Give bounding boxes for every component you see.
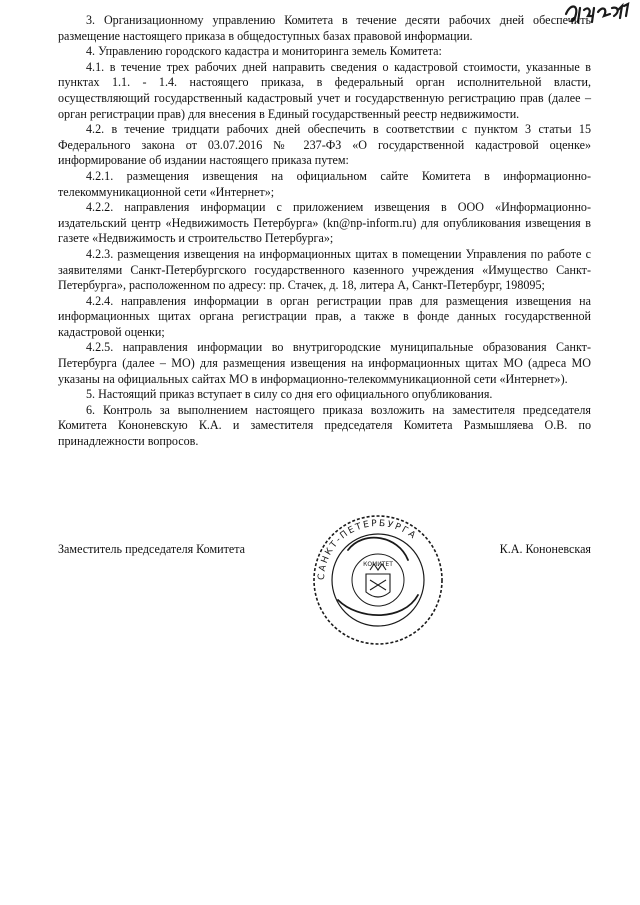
paragraph-4-2-2: 4.2.2. направления информации с приложением извещения в ООО «Информационно-издательский центр «Недвижимость Петербурга» (kn@np-inform.ru) для опубликования извещения в газете «Недвижимость и строительство Петербурга»; (58, 200, 591, 246)
paragraph-3: 3. Организационному управлению Комитета в течение десяти рабочих дней обеспечить размещение настоящего приказа в общедоступных базах правовой информации. (58, 13, 591, 43)
paragraph-4-2-5: 4.2.5. направления информации во внутригородские муниципальные образования Санкт-Петербурга (далее – МО) для размещения извещения на информационных щитах МО (адреса МО указаны на официальных сайтах МО в информационно-телекоммуникационной сети «Интернет»). (58, 340, 591, 386)
paragraph-4-2-1: 4.2.1. размещения извещения на официальном сайте Комитета в информационно-телекоммуникационной сети «Интернет»; (58, 168, 591, 199)
seal-inner-text: КОМИТЕТ (363, 561, 393, 568)
paragraph-6: 6. Контроль за выполнением настоящего приказа возложить на заместителя председателя Комитета Кононевскую К.А. и заместителя председателя Комитета Размышляева О.В. по принадлежности вопросов. (58, 402, 591, 449)
order-text-body (58, 13, 591, 450)
paragraph-4-2-3: 4.2.3. размещения извещения на информационных щитах в помещении Управления по работе с заявителями Санкт-Петербургского государственного казенного учреждения «Имущество Санкт-Петербурга», расположенном по адресу: пр. Стачек, д. 18, литера А, Санкт-Петербург, 198095; (58, 246, 591, 293)
seal-outer-text: САНКТ-ПЕТЕРБУРГА (316, 518, 419, 581)
svg-text:САНКТ-ПЕТЕРБУРГА (317, 519, 419, 580)
signatory-position: Заместитель председателя Комитета (58, 542, 246, 556)
paragraph-5: 5. Настоящий приказ вступает в силу со дня его официального опубликования. (86, 387, 493, 402)
paragraph-4-2-4: 4.2.4. направления информации в орган регистрации прав для размещения извещения на информационных щитах органа регистрации прав, а также в фонде данных государственной кадастровой оценки; (58, 293, 591, 339)
paragraph-4: 4. Управлению городского кадастра и мониторинга земель Комитета: (86, 44, 442, 59)
signature-stroke (338, 538, 418, 615)
official-seal (308, 510, 448, 650)
paragraph-4-1: 4.1. в течение трех рабочих дней направить сведения о кадастровой стоимости, указанные в пунктах 1.1. - 1.4. настоящего приказа, в федеральный орган исполнительной власти, осуществляющий государственный кадастровый учет и государственную регистрацию прав (далее – орган регистрации прав) для внесения в Единый государственный реестр недвижимости. (58, 59, 591, 121)
paragraph-4-2: 4.2. в течение тридцати рабочих дней обеспечить в соответствии с пунктом 3 статьи 15 Федерального закона от 03.07.2016 № 237-ФЗ «О государственной кадастровой оценке» информирование об издании настоящего приказа путем: (58, 122, 591, 168)
coat-of-arms-icon (366, 564, 390, 597)
signatory-name: К.А. Кононевская (499, 542, 591, 556)
